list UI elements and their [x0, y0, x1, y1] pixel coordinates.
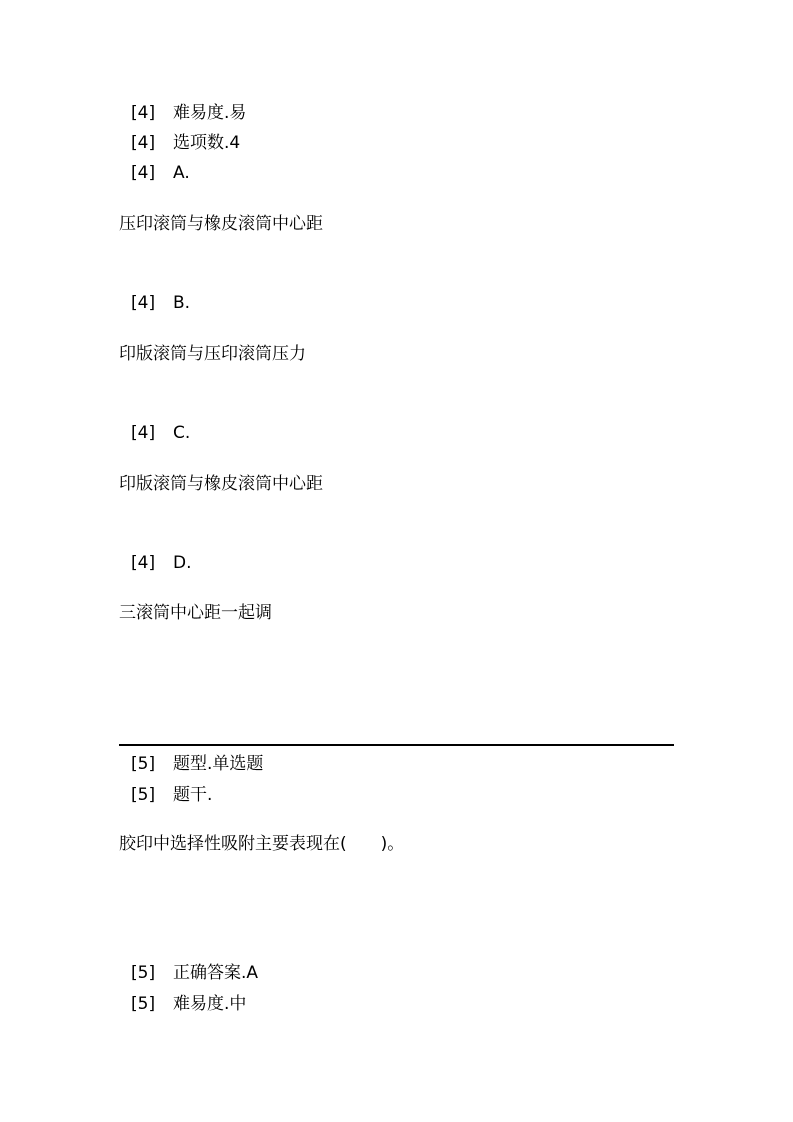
item-number: [4]	[131, 133, 156, 153]
item-number: [5]	[131, 963, 156, 983]
stem-label-text: 题干.	[173, 785, 213, 805]
item-number: [5]	[131, 785, 156, 805]
q4-option-d-content: 三滚筒中心距一起调	[119, 603, 272, 623]
item-number: [5]	[131, 754, 156, 774]
answer-text: 正确答案.A	[173, 963, 259, 983]
q5-stem-label-line	[131, 784, 212, 806]
q5-answer-line	[131, 962, 258, 984]
question-divider	[119, 744, 674, 746]
item-number: [5]	[131, 994, 156, 1014]
item-number: [4]	[131, 553, 156, 573]
option-c-label: C.	[173, 423, 191, 443]
q4-option-count-line	[131, 132, 240, 154]
q4-option-a-content: 压印滚筒与橡皮滚筒中心距	[119, 214, 323, 234]
option-a-label: A.	[173, 163, 190, 183]
difficulty-text: 难易度.中	[173, 994, 247, 1014]
option-b-label: B.	[173, 293, 191, 313]
q4-option-b-label-line	[131, 292, 190, 314]
question-type-text: 题型.单选题	[173, 754, 264, 774]
option-count-text: 选项数.4	[173, 133, 241, 153]
difficulty-text: 难易度.易	[173, 103, 247, 123]
q4-option-c-content: 印版滚筒与橡皮滚筒中心距	[119, 474, 323, 494]
item-number: [4]	[131, 293, 156, 313]
q5-stem-content: 胶印中选择性吸附主要表现在( )。	[119, 834, 405, 854]
q4-option-b-content: 印版滚筒与压印滚筒压力	[119, 344, 306, 364]
option-d-label: D.	[173, 553, 192, 573]
q4-difficulty-line	[131, 102, 246, 124]
q4-option-d-label-line	[131, 552, 192, 574]
q5-type-line	[131, 753, 263, 775]
item-number: [4]	[131, 103, 156, 123]
q5-difficulty-line	[131, 993, 246, 1015]
item-number: [4]	[131, 163, 156, 183]
q4-option-a-label-line	[131, 162, 190, 184]
item-number: [4]	[131, 423, 156, 443]
q4-option-c-label-line	[131, 422, 190, 444]
